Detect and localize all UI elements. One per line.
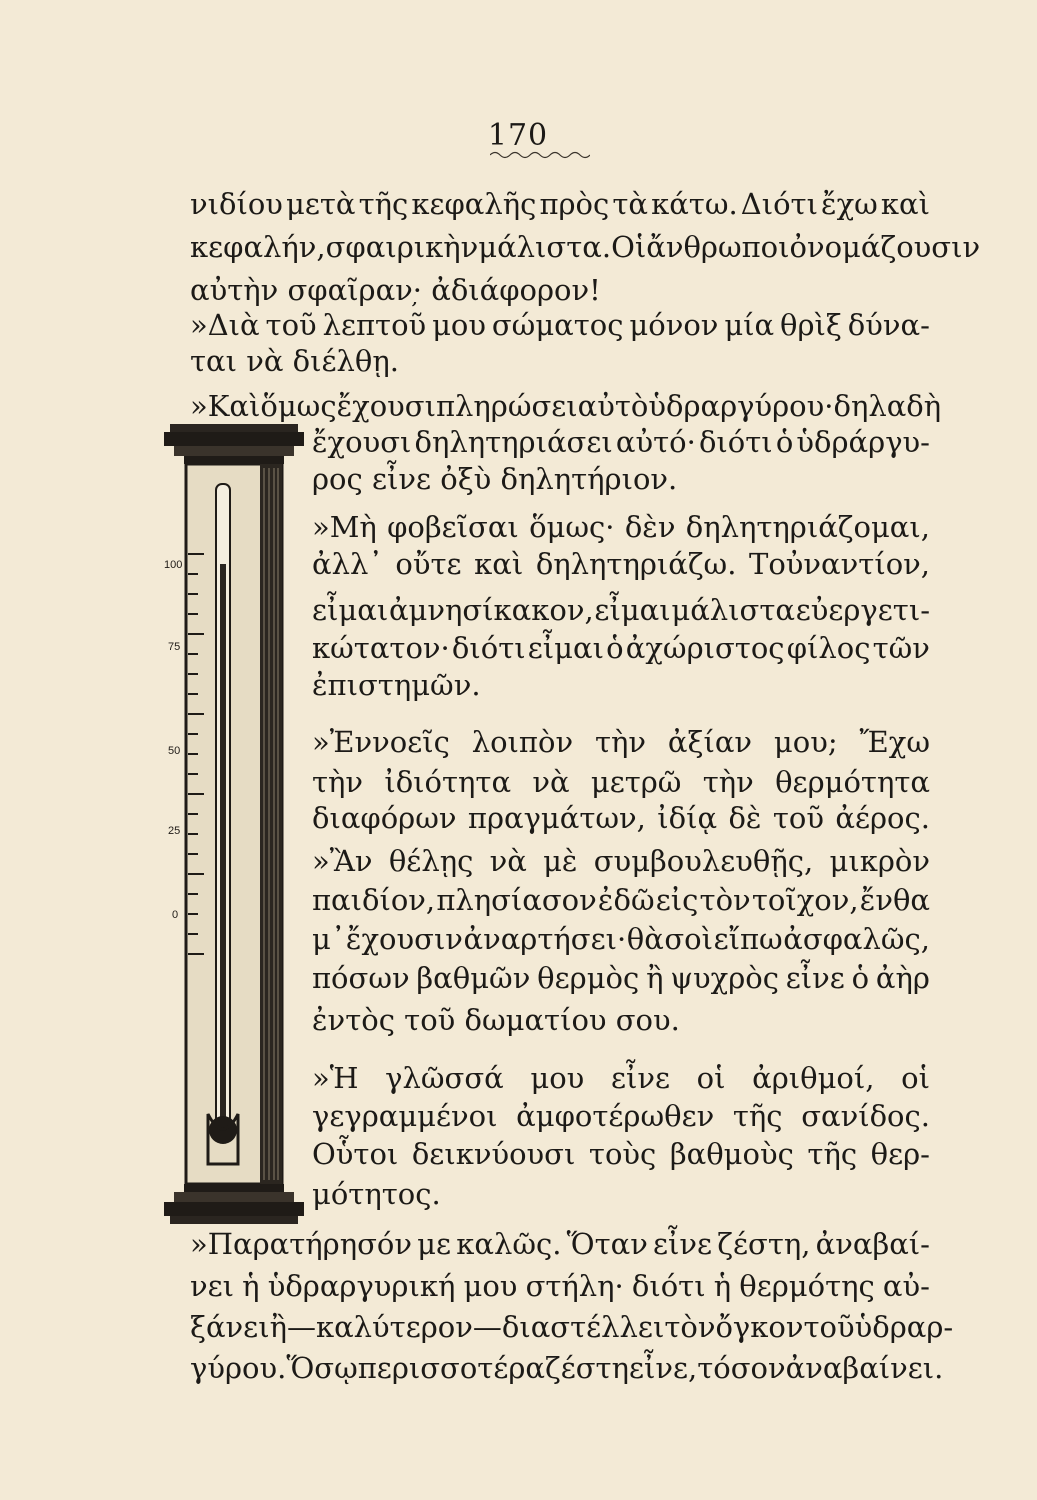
- page-number: 170: [487, 118, 549, 153]
- text-line-5: ται νὰ διέλθῃ.: [190, 344, 399, 378]
- scale-label-100: 100: [164, 559, 183, 571]
- text-line-7: ἔχουσι δηλητηριάσει αὐτό· διότι ὁ ὑδράργυ-: [312, 425, 930, 459]
- thermometer-illustration: [164, 424, 304, 1224]
- text-line-6: »Καὶ ὅμως ἔχουσι πληρώσει αὐτὸ ὑδραργύρου· δηλαδὴ: [190, 389, 942, 423]
- text-line-24: Οὗτοι δεικνύουσι τοὺς βαθμοὺς τῆς θερ-: [312, 1137, 930, 1171]
- text-line-22: »Ἡ γλῶσσά μου εἶνε οἱ ἀριθμοί, οἱ: [312, 1061, 930, 1095]
- text-line-14: »Ἐννοεῖς λοιπὸν τὴν ἀξίαν μου; Ἔχω: [312, 725, 930, 759]
- text-line-21: ἐντὸς τοῦ δωματίου σου.: [312, 1003, 680, 1037]
- page-number-ornament: [490, 150, 590, 160]
- text-line-1: νιδίου μετὰ τῆς κεφαλῆς πρὸς τὰ κάτω. Διότι ἔχω καὶ: [190, 187, 930, 221]
- text-line-26: »Παρατήρησόν με καλῶς. Ὅταν εἶνε ζέστη, ἀναβαί-: [190, 1227, 930, 1261]
- text-line-23: γεγραμμένοι ἀμφοτέρωθεν τῆς σανίδος.: [312, 1099, 930, 1133]
- text-line-2: κεφαλήν, σφαιρικὴν μάλιστα. Οἱ ἄνθρωποι ὀνομάζουσιν: [190, 230, 981, 264]
- text-line-17: »Ἂν θέλῃς νὰ μὲ συμβουλευθῇς, μικρὸν: [312, 844, 930, 878]
- text-line-3: αὐτὴν σφαῖραν·̦ ἀδιάφορον!: [190, 273, 601, 307]
- text-line-4: »Διὰ τοῦ λεπτοῦ μου σώματος μόνον μία θρὶξ δύνα-: [190, 308, 930, 342]
- scale-label-25: 25: [168, 825, 181, 837]
- text-line-20: πόσων βαθμῶν θερμὸς ἢ ψυχρὸς εἶνε ὁ ἀὴρ: [312, 961, 930, 995]
- scale-label-75: 75: [168, 641, 181, 653]
- text-line-29: γύρου. Ὅσῳ περισσοτέρα ζέστη εἶνε, τόσον ἀναβαίνει.: [190, 1351, 944, 1385]
- scale-label-0: 0: [172, 909, 179, 921]
- text-line-8: ρος εἶνε ὀξὺ δηλητήριον.: [312, 462, 678, 496]
- text-line-25: μότητος.: [312, 1177, 441, 1211]
- text-line-12: κώτατον· διότι εἶμαι ὁ ἀχώριστος φίλος τῶν: [312, 631, 930, 665]
- text-line-28: ξάνει ἢ—καλύτερον—διαστέλλει τὸν ὄγκον τοῦ ὑδραρ-: [190, 1310, 954, 1344]
- text-line-10: ἀλλ᾽ οὔτε καὶ δηλητηριάζω. Τοὐναντίον,: [312, 547, 930, 581]
- scale-label-50: 50: [168, 745, 181, 757]
- text-line-13: ἐπιστημῶν.: [312, 668, 481, 702]
- text-line-18: παιδίον, πλησίασον ἐδῶ εἰς τὸν τοῖχον, ἔνθα: [312, 883, 930, 917]
- text-line-27: νει ἡ ὑδραργυρική μου στήλη· διότι ἡ θερμότης αὐ-: [190, 1269, 930, 1303]
- text-line-19: μ᾽ ἔχουσιν ἀναρτήσει· θὰ σοὶ εἴπω ἀσφαλῶς,: [312, 922, 930, 956]
- text-line-16: διαφόρων πραγμάτων, ἰδίᾳ δὲ τοῦ ἀέρος.: [312, 801, 930, 835]
- text-line-11: εἶμαι ἀμνησίκακον, εἶμαι μάλιστα εὐεργετι-: [312, 593, 930, 627]
- text-line-9: »Μὴ φοβεῖσαι ὅμως· δὲν δηλητηριάζομαι,: [312, 510, 930, 544]
- text-line-15: τὴν ἰδιότητα νὰ μετρῶ τὴν θερμότητα: [312, 765, 930, 799]
